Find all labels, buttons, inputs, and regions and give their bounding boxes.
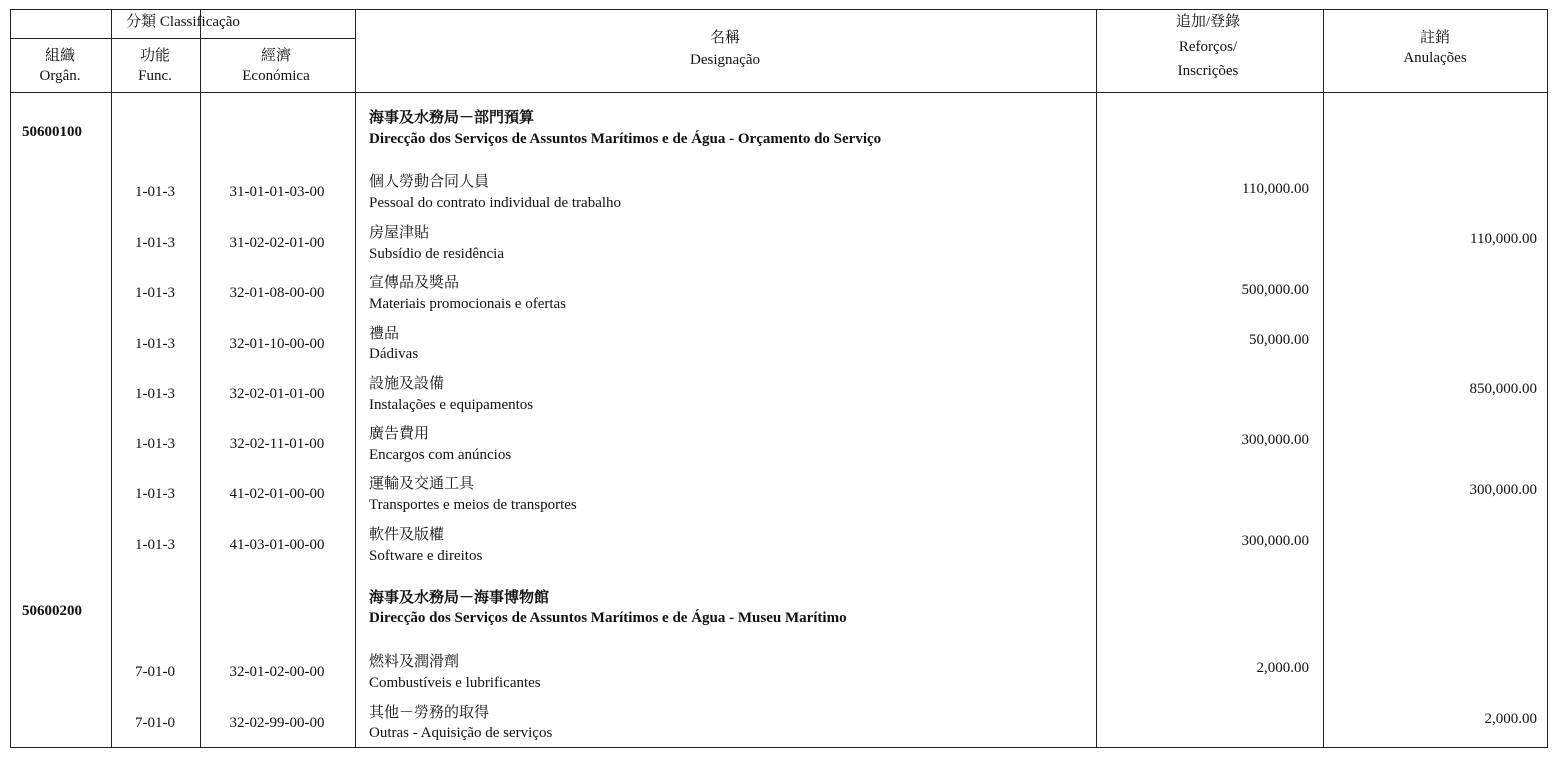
designation-header-pt: Designação bbox=[690, 52, 760, 68]
row-econ: 31-02-02-01-00 bbox=[229, 235, 325, 251]
row-econ: 32-01-10-00-00 bbox=[229, 336, 325, 352]
row-econ: 31-01-01-03-00 bbox=[229, 184, 325, 200]
row-func: 1-01-3 bbox=[135, 486, 175, 502]
row-anulacao: 110,000.00 bbox=[1470, 231, 1537, 247]
row-func: 1-01-3 bbox=[135, 386, 175, 402]
row-anulacao: 2,000.00 bbox=[1484, 711, 1537, 727]
anulacoes-header-pt: Anulações bbox=[1403, 50, 1467, 66]
row-reforco: 2,000.00 bbox=[1256, 660, 1309, 676]
row-reforco: 50,000.00 bbox=[1249, 332, 1309, 348]
row-anulacao: 850,000.00 bbox=[1469, 381, 1537, 397]
row-econ: 41-02-01-00-00 bbox=[229, 486, 325, 502]
row-desc-pt: Software e direitos bbox=[369, 548, 483, 564]
row-econ: 32-01-08-00-00 bbox=[229, 285, 325, 301]
anulacoes-header-zh: 註銷 bbox=[1419, 30, 1451, 46]
row-econ: 41-03-01-00-00 bbox=[229, 537, 325, 553]
row-desc-pt: Pessoal do contrato individual de trabalho bbox=[369, 195, 622, 211]
row-desc-pt: Transportes e meios de transportes bbox=[369, 497, 577, 513]
section-title-pt: Direcção dos Serviços de Assuntos Marítimos e de Água - Orçamento do Serviço bbox=[369, 131, 882, 147]
row-func: 1-01-3 bbox=[135, 336, 175, 352]
row-func: 1-01-3 bbox=[135, 285, 175, 301]
col-divider bbox=[111, 10, 112, 747]
organ-header-zh: 組織 bbox=[44, 48, 76, 64]
row-desc-zh: 軟件及版權 bbox=[369, 527, 445, 543]
designation-header-zh: 名稱 bbox=[709, 30, 741, 46]
row-desc-zh: 設施及設備 bbox=[369, 376, 445, 392]
section-organ-code: 50600200 bbox=[22, 603, 82, 619]
row-desc-pt: Materiais promocionais e ofertas bbox=[369, 296, 567, 312]
row-reforco: 300,000.00 bbox=[1241, 432, 1309, 448]
row-reforco: 110,000.00 bbox=[1242, 181, 1309, 197]
row-desc-pt: Outras - Aquisição de serviços bbox=[369, 725, 553, 741]
row-desc-zh: 個人勞動合同人員 bbox=[369, 174, 490, 190]
econ-header-pt: Económica bbox=[242, 68, 310, 84]
header-bottom-line bbox=[11, 92, 1547, 93]
reforcos-header-pt1: Reforços/ bbox=[1178, 39, 1238, 55]
row-func: 7-01-0 bbox=[135, 715, 175, 731]
reforcos-header-pt2: Inscrições bbox=[1177, 63, 1239, 79]
row-anulacao: 300,000.00 bbox=[1469, 482, 1537, 498]
col-divider bbox=[200, 10, 201, 747]
row-desc-zh: 廣告費用 bbox=[369, 426, 430, 442]
econ-header-zh: 經濟 bbox=[260, 48, 292, 64]
row-func: 1-01-3 bbox=[135, 235, 175, 251]
row-desc-zh: 房屋津貼 bbox=[369, 225, 430, 241]
row-desc-zh: 宣傳品及獎品 bbox=[369, 275, 460, 291]
row-econ: 32-02-11-01-00 bbox=[229, 436, 325, 452]
row-desc-pt: Dádivas bbox=[369, 346, 419, 362]
row-func: 7-01-0 bbox=[135, 664, 175, 680]
row-econ: 32-02-99-00-00 bbox=[229, 715, 325, 731]
section-title-pt: Direcção dos Serviços de Assuntos Marítimos e de Água - Museu Marítimo bbox=[369, 610, 847, 626]
row-desc-pt: Encargos com anúncios bbox=[369, 447, 512, 463]
section-title-zh: 海事及水務局－部門預算 bbox=[369, 110, 535, 126]
section-organ-code: 50600100 bbox=[22, 124, 82, 140]
row-func: 1-01-3 bbox=[135, 436, 175, 452]
func-header-zh: 功能 bbox=[139, 48, 171, 64]
row-desc-zh: 運輸及交通工具 bbox=[369, 476, 475, 492]
func-header-pt: Func. bbox=[138, 68, 172, 84]
row-desc-pt: Subsídio de residência bbox=[369, 246, 504, 262]
budget-table bbox=[10, 9, 1548, 748]
classification-header: 分類 Classificação bbox=[126, 14, 240, 30]
col-divider bbox=[1096, 10, 1097, 747]
row-econ: 32-02-01-01-00 bbox=[229, 386, 325, 402]
row-reforco: 300,000.00 bbox=[1241, 533, 1309, 549]
row-desc-zh: 燃料及潤滑劑 bbox=[369, 654, 460, 670]
reforcos-header-zh: 追加/登錄 bbox=[1175, 14, 1241, 30]
row-desc-zh: 其他－勞務的取得 bbox=[369, 705, 490, 721]
section-title-zh: 海事及水務局－海事博物館 bbox=[369, 590, 550, 606]
row-func: 1-01-3 bbox=[135, 184, 175, 200]
row-func: 1-01-3 bbox=[135, 537, 175, 553]
row-reforco: 500,000.00 bbox=[1241, 282, 1309, 298]
row-econ: 32-01-02-00-00 bbox=[229, 664, 325, 680]
row-desc-zh: 禮品 bbox=[369, 326, 400, 342]
organ-header-pt: Orgân. bbox=[39, 68, 81, 84]
header-subdivider bbox=[11, 38, 355, 39]
col-divider bbox=[355, 10, 356, 747]
col-divider bbox=[1323, 10, 1324, 747]
row-desc-pt: Instalações e equipamentos bbox=[369, 397, 534, 413]
row-desc-pt: Combustíveis e lubrificantes bbox=[369, 675, 541, 691]
